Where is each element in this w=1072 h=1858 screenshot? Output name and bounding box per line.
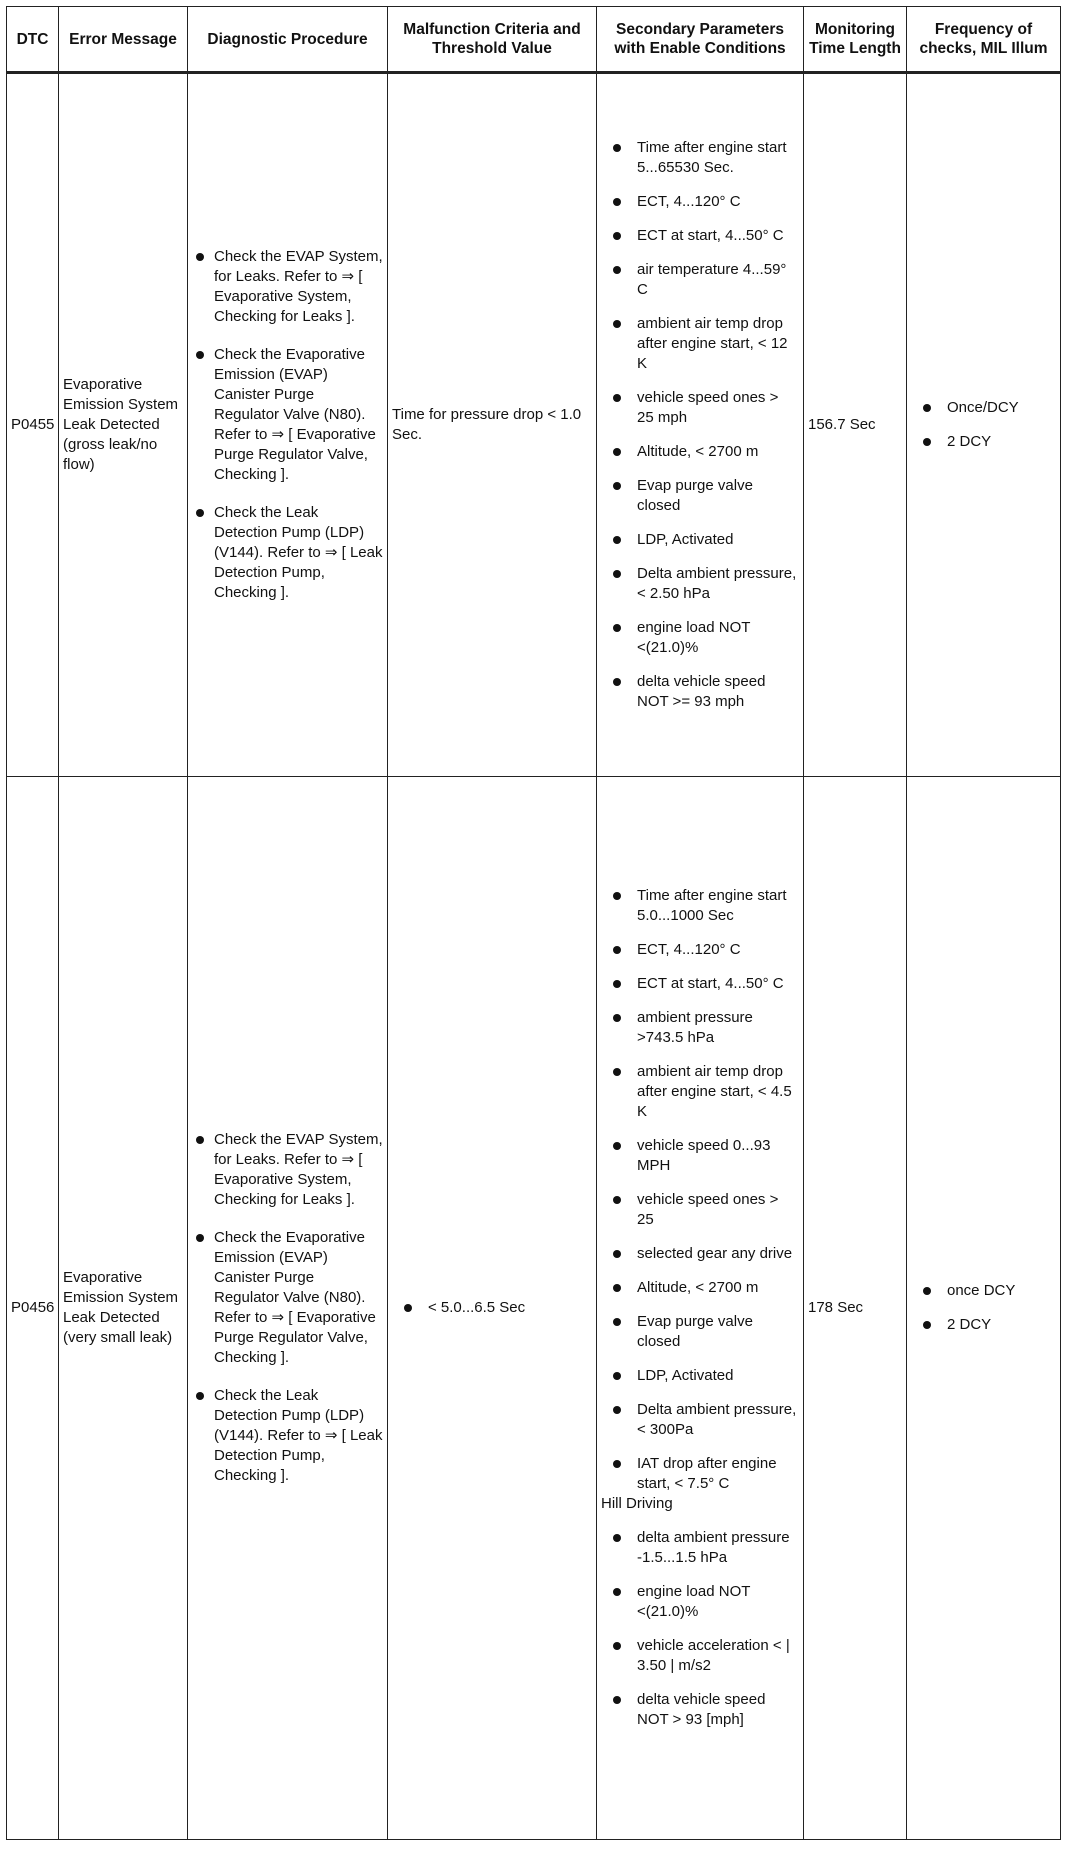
list-item: selected gear any drive — [601, 1244, 799, 1264]
list-item: vehicle speed 0...93 MPH — [601, 1136, 799, 1176]
secondary-parameters-cell — [597, 777, 804, 1840]
header-secondary-parameters: Secondary Parameters with Enable Conditions — [597, 7, 804, 73]
list-item: Check the EVAP System, for Leaks. Refer to ⇒ [ Evaporative System, Checking for Leaks ]. — [192, 1130, 383, 1210]
frequency-cell — [907, 73, 1061, 777]
hill-driving-list — [601, 1528, 799, 1730]
error-message: Evaporative Emission System Leak Detected (very small leak) — [59, 777, 188, 1840]
list-item: ECT, 4...120° C — [601, 192, 799, 212]
header-monitoring-time: Monitoring Time Length — [804, 7, 907, 73]
list-item: ECT at start, 4...50° C — [601, 226, 799, 246]
list-item: ambient pressure >743.5 hPa — [601, 1008, 799, 1048]
list-item: Check the Evaporative Emission (EVAP) Canister Purge Regulator Valve (N80). Refer to ⇒ [ Evaporative Purge Regulator Valve, Checking ]. — [192, 1228, 383, 1368]
parameters-list — [601, 138, 799, 712]
monitoring-time: 178 Sec — [804, 777, 907, 1840]
list-item: IAT drop after engine start, < 7.5° C — [601, 1454, 799, 1494]
list-item: Delta ambient pressure, < 2.50 hPa — [601, 564, 799, 604]
list-item: LDP, Activated — [601, 1366, 799, 1386]
list-item: engine load NOT <(21.0)% — [601, 1582, 799, 1622]
list-item: Check the Leak Detection Pump (LDP) (V144). Refer to ⇒ [ Leak Detection Pump, Checking ]. — [192, 1386, 383, 1486]
table-row — [7, 777, 1061, 1840]
list-item: Check the Evaporative Emission (EVAP) Canister Purge Regulator Valve (N80). Refer to ⇒ [ Evaporative Purge Regulator Valve, Checking ]. — [192, 345, 383, 485]
diagnostic-procedure-cell — [188, 73, 388, 777]
list-item: LDP, Activated — [601, 530, 799, 550]
list-item: Altitude, < 2700 m — [601, 442, 799, 462]
list-item: Time after engine start 5.0...1000 Sec — [601, 886, 799, 926]
list-item: ECT, 4...120° C — [601, 940, 799, 960]
list-item: Evap purge valve closed — [601, 1312, 799, 1352]
list-item: Time after engine start 5...65530 Sec. — [601, 138, 799, 178]
list-item: vehicle speed ones > 25 — [601, 1190, 799, 1230]
header-error-message: Error Message — [59, 7, 188, 73]
monitoring-time: 156.7 Sec — [804, 73, 907, 777]
parameters-subheading: Hill Driving — [601, 1495, 673, 1512]
frequency-cell — [907, 777, 1061, 1840]
list-item: ECT at start, 4...50° C — [601, 974, 799, 994]
dtc-code: P0455 — [7, 73, 59, 777]
list-item: Once/DCY — [911, 398, 1056, 418]
list-item: Evap purge valve closed — [601, 476, 799, 516]
list-item: ambient air temp drop after engine start, < 12 K — [601, 314, 799, 374]
secondary-parameters-cell — [597, 73, 804, 777]
header-row — [7, 7, 1061, 73]
procedure-list — [192, 1130, 383, 1486]
list-item: air temperature 4...59° C — [601, 260, 799, 300]
list-item: engine load NOT <(21.0)% — [601, 618, 799, 658]
list-item: Check the Leak Detection Pump (LDP) (V144). Refer to ⇒ [ Leak Detection Pump, Checking ]. — [192, 503, 383, 603]
dtc-code: P0456 — [7, 777, 59, 1840]
list-item: delta vehicle speed NOT > 93 [mph] — [601, 1690, 799, 1730]
list-item: delta vehicle speed NOT >= 93 mph — [601, 672, 799, 712]
list-item: < 5.0...6.5 Sec — [392, 1298, 592, 1318]
criteria-list — [392, 1298, 592, 1318]
list-item: Check the EVAP System, for Leaks. Refer to ⇒ [ Evaporative System, Checking for Leaks ]. — [192, 247, 383, 327]
header-malfunction-criteria: Malfunction Criteria and Threshold Value — [388, 7, 597, 73]
list-item: ambient air temp drop after engine start, < 4.5 K — [601, 1062, 799, 1122]
diagnostic-procedure-cell — [188, 777, 388, 1840]
header-frequency: Frequency of checks, MIL Illum — [907, 7, 1061, 73]
procedure-list — [192, 247, 383, 603]
error-message: Evaporative Emission System Leak Detected (gross leak/no flow) — [59, 73, 188, 777]
list-item: 2 DCY — [911, 432, 1056, 452]
list-item: vehicle acceleration < | 3.50 | m/s2 — [601, 1636, 799, 1676]
list-item: delta ambient pressure -1.5...1.5 hPa — [601, 1528, 799, 1568]
malfunction-criteria: Time for pressure drop < 1.0 Sec. — [388, 73, 597, 777]
frequency-list — [911, 1281, 1056, 1335]
frequency-list — [911, 398, 1056, 452]
header-dtc: DTC — [7, 7, 59, 73]
list-item: 2 DCY — [911, 1315, 1056, 1335]
table-row — [7, 73, 1061, 777]
parameters-list — [601, 886, 799, 1494]
list-item: vehicle speed ones > 25 mph — [601, 388, 799, 428]
header-diagnostic-procedure: Diagnostic Procedure — [188, 7, 388, 73]
list-item: Altitude, < 2700 m — [601, 1278, 799, 1298]
list-item: Delta ambient pressure, < 300Pa — [601, 1400, 799, 1440]
list-item: once DCY — [911, 1281, 1056, 1301]
dtc-table — [6, 6, 1061, 1840]
malfunction-criteria-cell — [388, 777, 597, 1840]
